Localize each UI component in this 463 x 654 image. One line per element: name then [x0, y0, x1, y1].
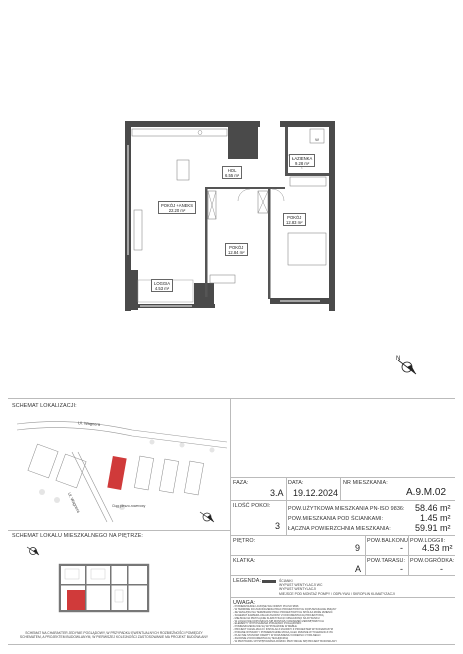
- disclaimer: SCHEMAT NA CHARAKTER JEDYNIE POGLĄDOWY, W PRZYPADKU EWENTUALNYCH ROZBIEŻNOŚCI POMIĘDZY SCHEMATEM, A PROJEKTEM BUDOWLANYM, W PIERWSZEJ KOLEJNOŚCI ZASTOSOWANIE MA PROJEKT BUDOWLANY: [19, 631, 209, 640]
- pow-uzyt-label: POW.UŻYTKOWA MIESZKANIA PN-ISO 9836:: [288, 506, 405, 512]
- loggia-value: 4.53 m²: [422, 543, 453, 553]
- notes-list: [233, 606, 453, 644]
- wall-top-right: [280, 121, 335, 127]
- nr-value: A.9.M.02: [406, 487, 447, 498]
- klatka-value: A: [355, 564, 362, 574]
- laczna-value: 59.91 m²: [415, 523, 451, 533]
- note-line: - PODANE WYMIARY I POWIERZCHNIE MOGĄ ULEC ZMIANIE W TOLERANCJI 3%: [233, 631, 333, 635]
- column-block-2: [194, 283, 214, 307]
- pow-scian-label: POW.MIESZKANIA POD ŚCIANKAMI:: [288, 516, 384, 522]
- pow-scian-value: 1.45 m²: [420, 513, 451, 523]
- note-line: - SCHEMAT ZAWIERA UKŁAD ZGODNY Z DOKUMENTACJĄ PROJEKTOWĄ: [233, 613, 324, 617]
- uwaga-label: UWAGA:: [233, 600, 256, 606]
- ac-drain-icon: [262, 592, 276, 595]
- data-value: 19.12.2024: [293, 488, 339, 498]
- location-map: [12, 412, 227, 527]
- room-area: 9.28 m²: [295, 160, 310, 166]
- note-line: - ZGODNIE Z DOKUMENTACJĄ TECHNICZNĄ: [233, 636, 289, 640]
- note-line: - ZE WZGLĘDU NA TERMINARZ PRAC PROJEKTOWYCH SPÓŁKA MOŻE ZMIENIĆ: [233, 610, 333, 614]
- column-block-1: [228, 127, 258, 159]
- room-name: HOL: [227, 167, 237, 173]
- room-label-lazienka: [289, 154, 315, 167]
- room-label-pokoj-aneks: [158, 201, 196, 214]
- dining-table: [177, 160, 189, 180]
- room-area: 12.84 m²: [228, 249, 245, 255]
- ilosc-value: 3: [275, 521, 281, 531]
- door-arc-room2: [272, 189, 284, 201]
- room-area: 6.55 m²: [225, 172, 240, 178]
- wall-bath-left: [285, 127, 288, 175]
- wall-room-div: [268, 187, 271, 299]
- wall-swatch-icon: [262, 580, 276, 583]
- vent-wc-icon: [262, 584, 276, 587]
- taras-label: POW.TARASU:: [367, 558, 406, 564]
- data-label: DATA:: [288, 480, 304, 486]
- note-line: - PLAN NIE STANOWI OFERTY W ROZUMIENIU KODEKSU CYWILNEGO: [233, 634, 321, 638]
- legend-text: MIEJSCE POD MONTAŻ POMPY / ODPŁYWU / SKROPLIN KLIMATYZACJI: [279, 591, 395, 596]
- legend-list: [262, 579, 395, 596]
- ogrodek-value: -: [440, 564, 443, 574]
- washing-machine-label: W: [315, 137, 319, 142]
- room-label-loggia: [151, 279, 173, 292]
- note-line: - PROJEKT KANALIZACJI I INSTALACJI ZGODNY Z PROJEKTEM WYKONAWCZYM: [233, 628, 333, 632]
- room-label-hol: [222, 166, 242, 179]
- floor-scheme-title: SCHEMAT LOKALU MIESZKALNEGO NA PIĘTRZE:: [12, 533, 144, 539]
- faza-label: FAZA:: [233, 480, 249, 486]
- pietro-value: 9: [355, 543, 361, 553]
- pietro-label: PIĘTRO:: [233, 538, 256, 544]
- floor-scheme-map: [55, 560, 155, 615]
- desk: [210, 275, 235, 283]
- faza-value: 3.A: [270, 488, 284, 498]
- bath-tub: [290, 177, 326, 186]
- location-highlight: [107, 456, 126, 490]
- note-line: - W LOGGII NIE DOPUSZCZA SIĘ MONTAŻU URZĄDZEŃ ZEWNĘTRZNYCH: [233, 619, 324, 623]
- divider-bottom: [8, 644, 455, 645]
- compass-small-icon: [196, 506, 218, 528]
- note-line: - ELEMENTY WYPOSAŻENIA POKAZANO POGLĄDOWO: [233, 622, 302, 626]
- sink-icon: [198, 131, 202, 135]
- apartment-highlight: [67, 590, 85, 610]
- note-line: - POMIESZCZENIA NIE SĄ WYPOSAŻONE W MEBLE: [233, 625, 297, 629]
- door-arc-room1: [238, 189, 250, 201]
- legend-text: WYPUST WENTYLACJI WC: [279, 583, 323, 588]
- wall-room-left: [205, 187, 208, 297]
- taras-value: -: [400, 564, 403, 574]
- ogrodek-label: POW.OGRÓDKA:: [410, 558, 455, 564]
- legend-text: ŚCIANKI: [279, 579, 293, 583]
- compass-label: N: [396, 356, 401, 362]
- street-label-top: Ul. Wagnera: [77, 420, 101, 427]
- ilosc-label: ILOŚĆ POKOI:: [233, 503, 271, 509]
- room-name: ŁAZIENKA: [292, 155, 313, 161]
- sofa: [134, 210, 142, 250]
- balkon-value: -: [400, 543, 403, 553]
- legend-text: WYPUST WENTYLACJI: [279, 587, 316, 592]
- note-line: - POWIERZCHNIE LICZONE WG NORMY PN-ISO 9836: [233, 605, 299, 608]
- divider-vertical: [230, 398, 231, 644]
- legenda-label: LEGENDA:: [233, 578, 262, 584]
- road-label: Ciąg pieszo-rowerowy: [112, 504, 146, 508]
- klatka-label: KLATKA:: [233, 558, 256, 564]
- location-title: SCHEMAT LOKALIZACJI:: [12, 403, 77, 409]
- bed: [288, 233, 326, 265]
- room-area: 4.53 m²: [154, 285, 170, 291]
- laczna-label: ŁĄCZNA POWIERZCHNIA MIESZKANIA:: [288, 526, 391, 532]
- street-label-side: Ul. Wagnera: [66, 491, 82, 514]
- divider-main: [8, 398, 455, 399]
- wall-top: [125, 121, 260, 127]
- divider-left-mid: [8, 530, 230, 531]
- room-name: POKÓJ: [287, 214, 302, 220]
- note-line: - W TERMINIE DO ZAKOŃCZENIA PRAC PROJEKTOWYCH DOPUSZCZALNE ZMIANY: [233, 607, 337, 611]
- balkon-label: POW.BALKONU:: [367, 538, 410, 544]
- room-label-pokoj-1: [283, 213, 306, 226]
- floor-scheme-compass-icon: [24, 542, 42, 560]
- note-line: - W PRZYPADKU WYSTĘPOWANIA RÓŻNIC PRZYJMUJE SIĘ PROJEKT BUDOWLANY: [233, 639, 337, 643]
- room-name: POKÓJ: [229, 244, 244, 250]
- kitchen-counter: [132, 129, 227, 136]
- room-label-pokoj-2: [225, 243, 248, 256]
- room-name: POKÓJ +ANEKS: [161, 202, 193, 208]
- legend-item: [262, 592, 395, 596]
- vent-icon: [262, 588, 276, 591]
- pow-uzyt-value: 58.46 m²: [415, 503, 451, 513]
- room-name: LOGGIA: [154, 280, 171, 286]
- nr-label: NR MIESZKANIA:: [343, 480, 388, 486]
- wall-right: [329, 121, 335, 311]
- room-area: 12.83 m²: [286, 219, 303, 225]
- floor-plan: [110, 115, 350, 315]
- wall-hall-bottom: [205, 187, 285, 189]
- room-area: 22.20 m²: [168, 207, 186, 213]
- loggia-label: POW.LOGGII:: [410, 538, 446, 544]
- wall-bath-bottom: [285, 173, 329, 176]
- note-line: - MIEJSCE NA PRZYŁĄCZE KLIMATYZACJI OZNACZONO NA RYSUNKU: [233, 616, 320, 620]
